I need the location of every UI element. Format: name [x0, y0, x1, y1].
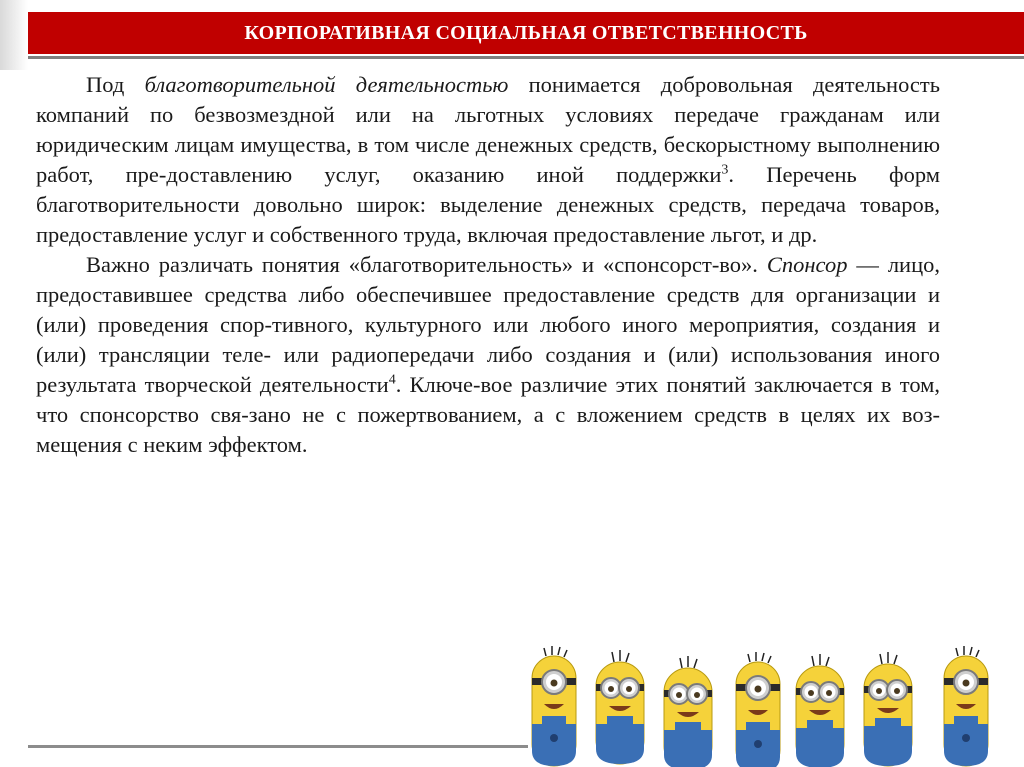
paragraph-1-text-a: понимается добровольная деятельность компаний по безвозмездной или на льготных условиях передаче гражданам или юридическим лицам имущества, в том числе денежных средств, бескорыстному выполнению работ, пре-доставлению услуг, оказанию иной поддержки — [36, 72, 940, 187]
title-divider — [28, 56, 1024, 59]
footnote-3: 3 — [721, 162, 729, 178]
minions-group-illustration — [526, 640, 1024, 767]
header-left-accent — [0, 0, 28, 70]
paragraph-2-text-b: . Ключе-вое различие этих понятий заключается в том, что спонсорство свя-зано не с пожертвованием, а с вложением средств в целях их воз-мещения с неким эффектом. — [36, 372, 941, 457]
paragraph-sponsor — [36, 250, 940, 460]
text-body — [36, 70, 940, 460]
paragraph-1-text-b: . Перечень форм благотворительности довольно широк: выделение денежных средств, передача товаров, предоставление услуг и собственного труда, включая предоставление льгот, и др. — [36, 162, 940, 247]
page-title: КОРПОРАТИВНАЯ СОЦИАЛЬНАЯ ОТВЕТСТВЕННОСТЬ — [244, 21, 808, 44]
term-charity: благотворительной деятельностью — [144, 72, 509, 97]
paragraph-2-lead: Важно различать понятия «благотворительность» и «спонсорст-во». — [86, 252, 767, 277]
footnote-4: 4 — [388, 372, 396, 388]
bottom-divider — [28, 745, 528, 748]
header-bar — [0, 0, 1024, 70]
minions-illustration — [526, 640, 1024, 767]
paragraph-1-lead: Под — [86, 72, 145, 97]
paragraph-charity — [36, 70, 940, 250]
title-band — [28, 12, 1024, 54]
term-sponsor: Спонсор — [766, 252, 848, 277]
paragraph-2-text-a: — лицо, предоставившее средства либо обеспечившее предоставление средств для организации и (или) проведения спор-тивного, культурного или любого иного мероприятия, создания и (или) трансляции теле- или радиопередачи либо создания и (или) использования иного результата творческой деятельности — [36, 252, 940, 397]
